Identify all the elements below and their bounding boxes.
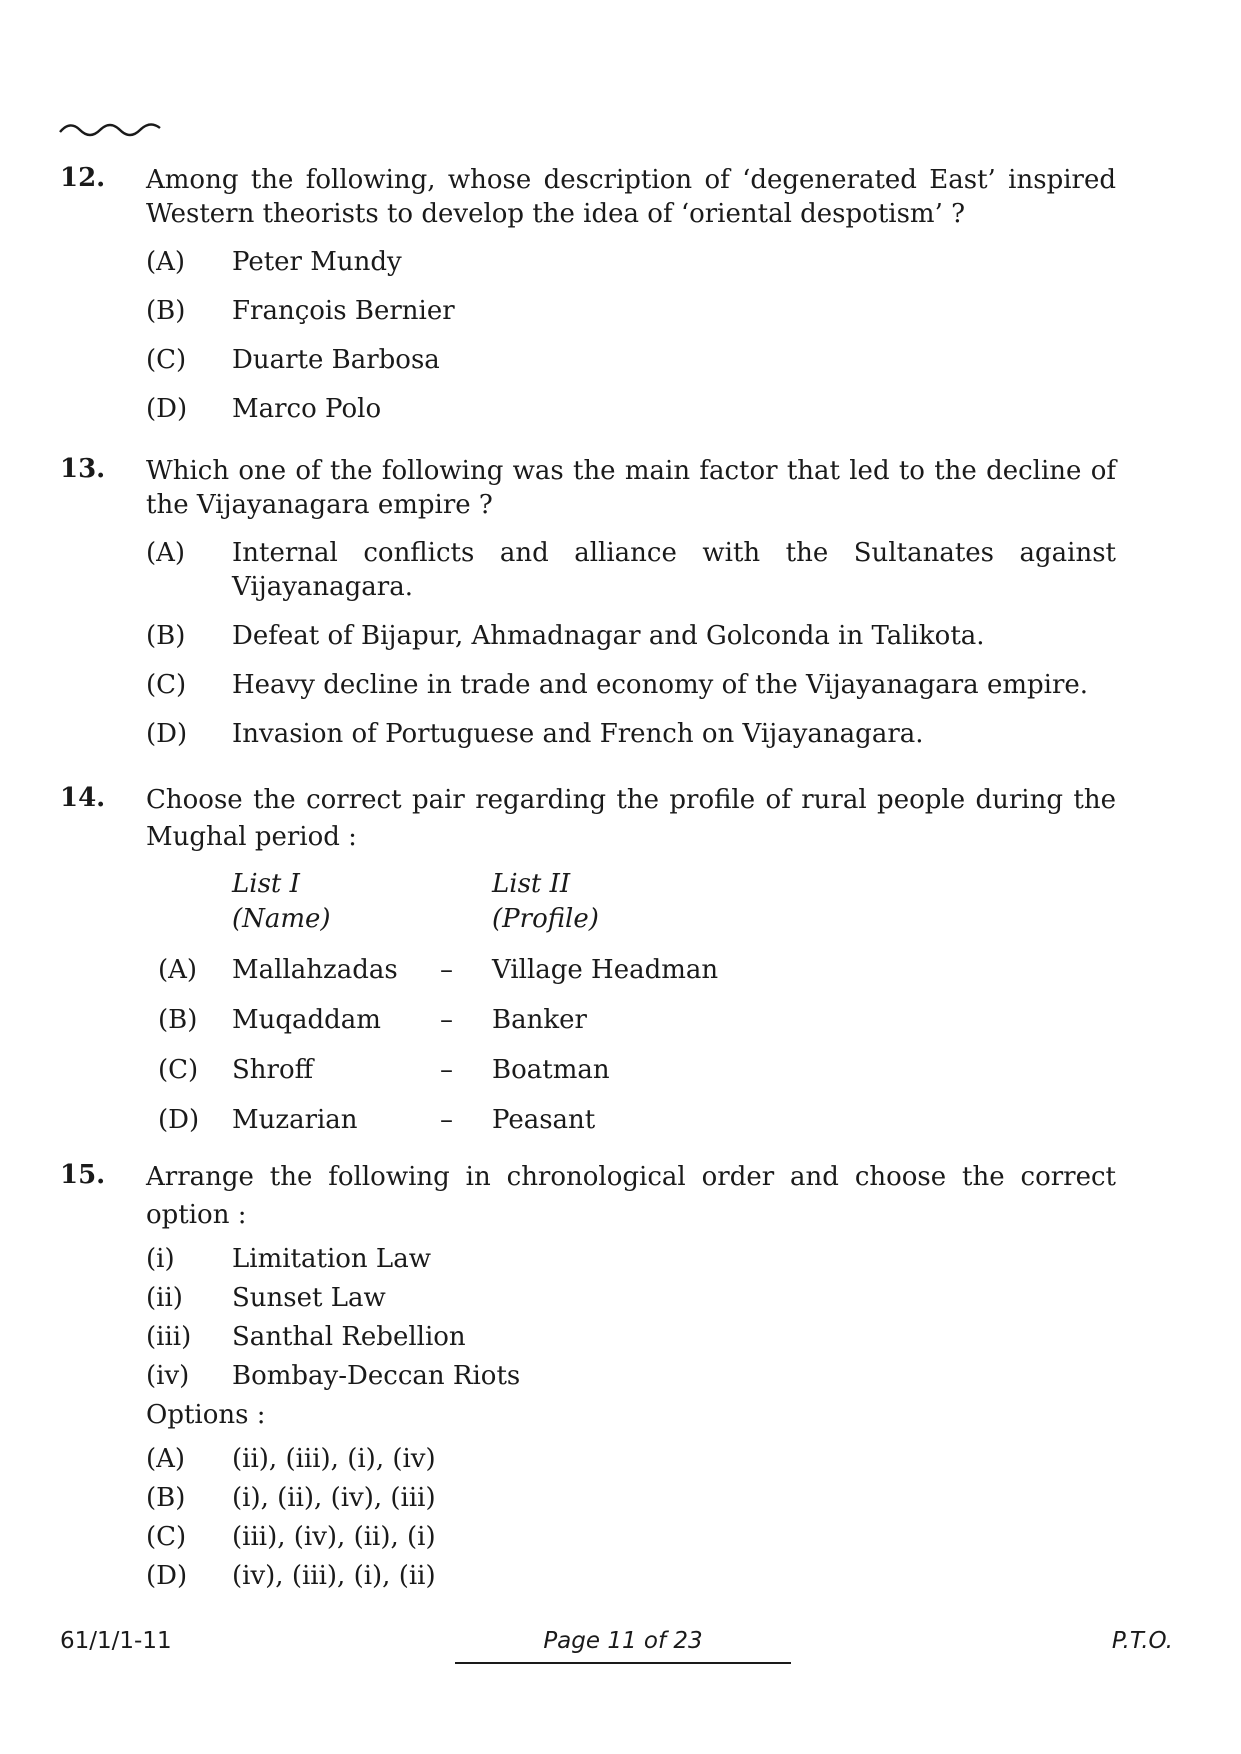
q12-option-a-text: Peter Mundy (232, 247, 402, 277)
q14-pair-d-dash: – (440, 1105, 453, 1135)
q14-pair-c-name: Shroff (232, 1055, 314, 1085)
q15-item-iii-label: (iii) (146, 1322, 192, 1352)
q14-pair-a-name: Mallahzadas (232, 955, 398, 985)
q15-item-ii-label: (ii) (146, 1283, 183, 1313)
wave-ornament-icon (58, 118, 162, 140)
q14-pair-a-dash: – (440, 955, 453, 985)
q14-pair-c-profile: Boatman (492, 1055, 610, 1085)
list1-heading: List I (232, 869, 300, 899)
q12-option-d-text: Marco Polo (232, 394, 382, 424)
q13-option-d-label: (D) (146, 719, 188, 749)
question-13-text-line1: Which one of the following was the main factor that led to the decline of (146, 456, 1116, 486)
q14-pair-c-dash: – (440, 1055, 453, 1085)
q13-option-d-text: Invasion of Portuguese and French on Vijayanagara. (232, 719, 924, 749)
q14-pair-d-label: (D) (158, 1105, 200, 1135)
paper-code: 61/1/1-11 (60, 1628, 172, 1654)
question-14-number: 14. (60, 783, 106, 813)
q14-pair-a-label: (A) (158, 955, 198, 985)
q14-pair-b-name: Muqaddam (232, 1005, 381, 1035)
q15-option-c-label: (C) (146, 1522, 187, 1552)
question-13-text-line2: the Vijayanagara empire ? (146, 490, 493, 520)
q15-options-heading: Options : (146, 1400, 266, 1430)
q12-option-d-label: (D) (146, 394, 188, 424)
q12-option-a-label: (A) (146, 247, 186, 277)
q15-item-iv-text: Bombay-Deccan Riots (232, 1361, 521, 1391)
q15-option-d-text: (iv), (iii), (i), (ii) (232, 1561, 436, 1591)
q15-option-b-text: (i), (ii), (iv), (iii) (232, 1483, 436, 1513)
q13-option-a-text-line1: Internal conflicts and alliance with the Sultanates against (232, 538, 1116, 568)
q13-option-a-text-line2: Vijayanagara. (232, 572, 413, 602)
page-number: Page 11 of 23 (543, 1628, 703, 1654)
q13-option-c-label: (C) (146, 670, 187, 700)
q15-item-i-label: (i) (146, 1244, 175, 1274)
list1-subheading: (Name) (232, 904, 331, 934)
q15-item-ii-text: Sunset Law (232, 1283, 386, 1313)
question-15-number: 15. (60, 1160, 106, 1190)
q15-option-a-label: (A) (146, 1444, 186, 1474)
page-number-underline (455, 1662, 791, 1664)
question-12-text-line2: Western theorists to develop the idea of ‘oriental despotism’ ? (146, 199, 966, 229)
q14-pair-b-profile: Banker (492, 1005, 587, 1035)
q15-option-c-text: (iii), (iv), (ii), (i) (232, 1522, 436, 1552)
q12-option-b-label: (B) (146, 296, 186, 326)
q14-pair-d-profile: Peasant (492, 1105, 596, 1135)
q13-option-a-label: (A) (146, 538, 186, 568)
q15-item-iv-label: (iv) (146, 1361, 190, 1391)
question-12-number: 12. (60, 163, 106, 193)
q14-pair-b-dash: – (440, 1005, 453, 1035)
list2-subheading: (Profile) (492, 904, 599, 934)
q13-option-b-text: Defeat of Bijapur, Ahmadnagar and Golconda in Talikota. (232, 621, 985, 651)
q15-item-iii-text: Santhal Rebellion (232, 1322, 466, 1352)
q12-option-c-text: Duarte Barbosa (232, 345, 440, 375)
q12-option-c-label: (C) (146, 345, 187, 375)
q12-option-b-text: François Bernier (232, 296, 455, 326)
question-15-text-line1: Arrange the following in chronological order and choose the correct (146, 1162, 1116, 1192)
question-12-text-line1: Among the following, whose description of ‘degenerated East’ inspired (146, 165, 1116, 195)
question-15-text-line2: option : (146, 1200, 247, 1230)
list2-heading: List II (492, 869, 571, 899)
q14-pair-d-name: Muzarian (232, 1105, 358, 1135)
pto-label: P.T.O. (1111, 1628, 1173, 1654)
q15-option-a-text: (ii), (iii), (i), (iv) (232, 1444, 436, 1474)
question-14-text-line2: Mughal period : (146, 822, 357, 852)
q13-option-b-label: (B) (146, 621, 186, 651)
question-14-text-line1: Choose the correct pair regarding the profile of rural people during the (146, 785, 1116, 815)
q15-item-i-text: Limitation Law (232, 1244, 431, 1274)
q14-pair-b-label: (B) (158, 1005, 198, 1035)
question-13-number: 13. (60, 454, 106, 484)
q15-option-b-label: (B) (146, 1483, 186, 1513)
q14-pair-a-profile: Village Headman (492, 955, 719, 985)
q15-option-d-label: (D) (146, 1561, 188, 1591)
q14-pair-c-label: (C) (158, 1055, 199, 1085)
q13-option-c-text: Heavy decline in trade and economy of the Vijayanagara empire. (232, 670, 1089, 700)
